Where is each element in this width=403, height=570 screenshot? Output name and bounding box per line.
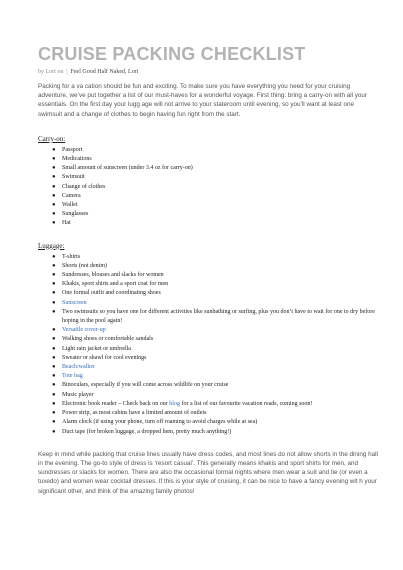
page-title: CRUISE PACKING CHECKLIST bbox=[38, 44, 306, 64]
bullet-icon: ● bbox=[52, 183, 56, 190]
list-item: ● Light rain jacket or umbrella bbox=[52, 345, 378, 354]
document-page bbox=[38, 44, 378, 502]
closing-paragraph: Keep in mind while packing that cruise lines usually have dress codes, and most lines do not allow shorts in the dining hall in the evening. The go-to style of dress is ‘resort casual’. This generally means khakis and sport shirts for men, and sundresses or slacks for women. There are also the occasional formal nights where men wear a suit and tie (or even a tuxedo) and women wear cocktail dresses. If this is your style of cruising, it can be nice to have a fancy evening wit h your significant other, and think of the amazing family photos! bbox=[38, 450, 378, 495]
bullet-icon: ● bbox=[52, 364, 56, 371]
bullet-icon: ● bbox=[52, 290, 56, 297]
list-item: ● Passport bbox=[52, 146, 378, 155]
list-item: ● Sunglasses bbox=[52, 210, 378, 219]
bullet-icon: ● bbox=[52, 146, 56, 153]
blog-link[interactable]: blog bbox=[169, 400, 180, 407]
list-item: ● Sundresses, blouses and slacks for women bbox=[52, 271, 378, 280]
bullet-icon: ● bbox=[52, 202, 56, 209]
list-item: ● Camera bbox=[52, 192, 378, 201]
bullet-icon: ● bbox=[52, 262, 56, 269]
bullet-icon: ● bbox=[52, 419, 56, 426]
list-item: ● Shorts (not denim) bbox=[52, 262, 378, 271]
list-item: ● Change of clothes bbox=[52, 183, 378, 192]
bullet-icon: ● bbox=[52, 253, 56, 260]
list-item: ● Medications bbox=[52, 155, 378, 164]
bullet-icon: ● bbox=[52, 428, 56, 435]
list-item: ● Two swimsuits so you have one for different activities like sunbathing or surfing, plus you don’t have to wait for one to dry before hoping in the pool again! bbox=[52, 308, 375, 325]
bullet-icon: ● bbox=[52, 308, 56, 315]
bullet-icon: ● bbox=[52, 410, 56, 417]
byline-author[interactable]: Lori bbox=[45, 69, 56, 75]
bullet-icon: ● bbox=[52, 336, 56, 343]
bullet-icon: ● bbox=[52, 211, 56, 218]
byline-blog[interactable]: Feel Good Half Naked, Lori bbox=[70, 69, 139, 75]
list-item: ● T-shirts bbox=[52, 253, 378, 262]
bullet-icon: ● bbox=[52, 327, 56, 334]
bullet-icon: ● bbox=[52, 281, 56, 288]
list-item: ● Wallet bbox=[52, 201, 378, 210]
list-item-link[interactable]: ● Versatile cover-up bbox=[52, 326, 378, 335]
ereader-rest: for a list of our favourite vacation reads, coming soon! bbox=[181, 400, 313, 407]
list-item: ● Sweater or shawl for cool evenings bbox=[52, 354, 378, 363]
bullet-icon: ● bbox=[52, 165, 56, 172]
byline-on: on bbox=[57, 69, 64, 75]
carry-on-list bbox=[38, 146, 378, 229]
bullet-icon: ● bbox=[52, 373, 56, 380]
list-item: ● Hat bbox=[52, 219, 378, 228]
bullet-icon: ● bbox=[52, 174, 56, 181]
list-item: ● Khakis, sport shirts and a sport coat for men bbox=[52, 280, 378, 289]
list-item: ● Swimsuit bbox=[52, 173, 378, 182]
bullet-icon: ● bbox=[52, 272, 56, 279]
list-item: ● Small amount of sunscreen (under 3.4 oz for carry-on) bbox=[52, 164, 378, 173]
intro-paragraph: Packing for a va cation should be fun and exciting. To make sure you have everything you need for your cruising adventure, we’ve put together a list of our must-haves for a wonderful voyage. First thing: bring a carry-on with all your essentials. On the first day your lugg age will not arrive to your stateroom until evening, so you’ll want at least one swimsuit and a change of clothes to begin having fun right from the start. bbox=[38, 83, 367, 118]
bullet-icon: ● bbox=[52, 391, 56, 398]
bullet-icon: ● bbox=[52, 156, 56, 163]
bullet-icon: ● bbox=[52, 345, 56, 352]
bullet-icon: ● bbox=[52, 354, 56, 361]
bullet-icon: ● bbox=[52, 220, 56, 227]
list-item: ● Music player bbox=[52, 391, 378, 400]
bullet-icon: ● bbox=[52, 400, 56, 407]
bullet-icon: ● bbox=[52, 299, 56, 306]
list-item-link[interactable]: ● Beach/walker bbox=[52, 363, 378, 372]
luggage-list bbox=[38, 253, 378, 437]
list-item: ● Walking shoes or comfortable sandals bbox=[52, 335, 378, 344]
list-item: ● One formal outfit and coordinating shoes bbox=[52, 289, 378, 298]
byline: by Lori on | Feel Good Half Naked, Lori bbox=[38, 69, 139, 75]
list-item: ● Electronic book reader – Check back on our blog for a list of our favourite vacation reads, coming soon! bbox=[52, 400, 378, 409]
bullet-icon: ● bbox=[52, 382, 56, 389]
list-item: ● Alarm clock (if using your phone, turn off roaming to avoid charges while at sea) bbox=[52, 418, 378, 427]
list-item-link[interactable]: ● Sunscreen bbox=[52, 299, 378, 308]
list-item: ● Power strip, as most cabins have a limited amount of outlets bbox=[52, 409, 378, 418]
carry-on-heading: Carry-on: bbox=[38, 134, 66, 143]
list-item: ● Binoculars, especially if you will come across wildlife on your cruise bbox=[52, 381, 378, 390]
bullet-icon: ● bbox=[52, 192, 56, 199]
list-item: ● Duct tape (for broken luggage, a dropped hem, pretty much anything!) bbox=[52, 428, 378, 437]
list-item-link[interactable]: ● Tote bag bbox=[52, 372, 378, 381]
byline-by: by bbox=[38, 69, 44, 75]
luggage-heading: Luggage: bbox=[38, 241, 65, 250]
